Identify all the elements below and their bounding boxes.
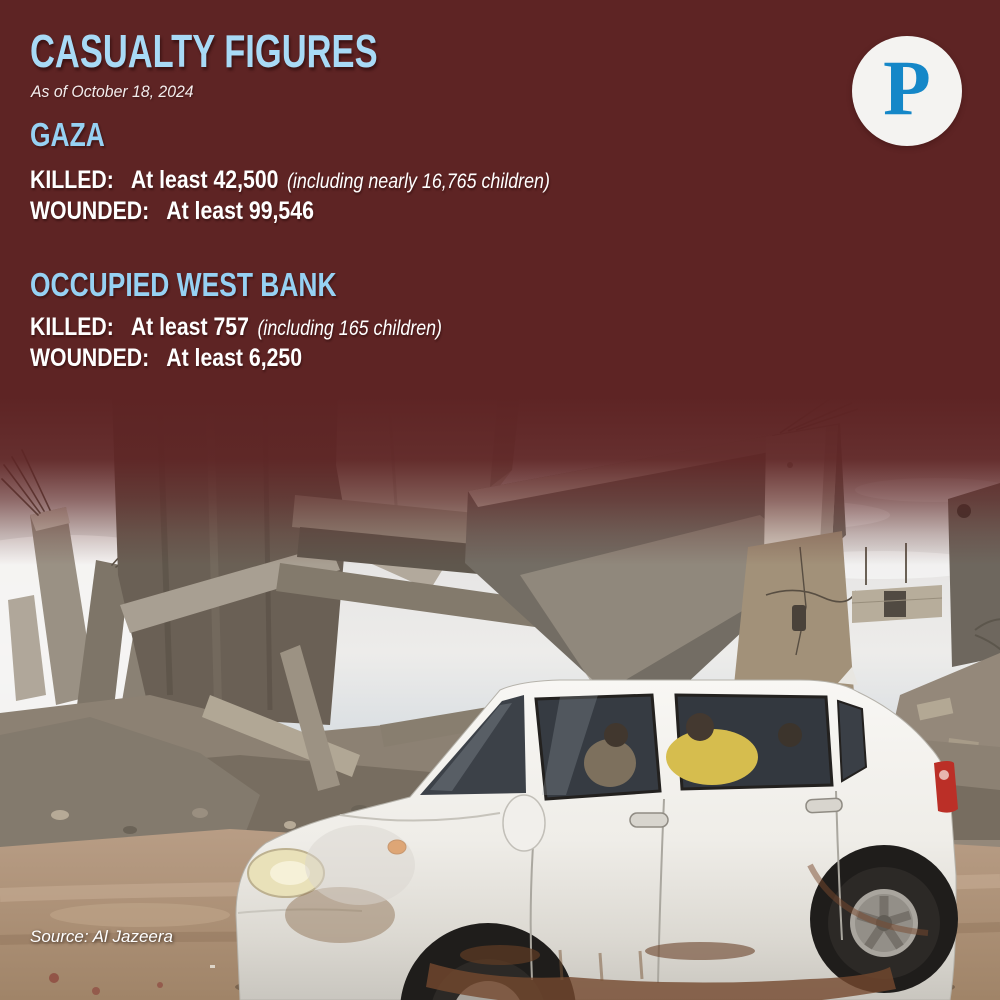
header-panel — [0, 0, 1000, 395]
stat-value: At least 99,546 — [166, 197, 314, 225]
stat-label: WOUNDED: — [30, 344, 150, 372]
page-title: CASUALTY FIGURES — [30, 25, 378, 77]
peninsula-logo — [852, 36, 962, 146]
section-heading-west-bank: OCCUPIED WEST BANK — [30, 266, 337, 303]
stat-value: At least 757 — [130, 313, 249, 341]
gaza-stats — [30, 165, 642, 227]
stat-label: WOUNDED: — [30, 197, 150, 225]
stat-value: At least 42,500 — [130, 166, 279, 194]
side-mirror — [503, 795, 545, 851]
photo-destroyed-buildings — [0, 395, 1000, 1000]
stat-label: KILLED: — [30, 313, 114, 341]
date-note: As of October 18, 2024 — [31, 82, 194, 101]
stat-label: KILLED: — [30, 166, 114, 194]
section-heading-gaza: GAZA — [30, 116, 105, 153]
gaza-killed-row — [30, 165, 642, 196]
maroon-fade-overlay — [0, 395, 1000, 565]
gaza-wounded-row — [30, 196, 642, 227]
stat-note: (including nearly 16,765 children) — [286, 170, 550, 193]
source-credit: Source: Al Jazeera — [30, 927, 173, 946]
logo-p-icon: P — [883, 44, 931, 131]
stat-value: At least 6,250 — [166, 344, 303, 372]
rubble-scene — [0, 395, 1000, 1000]
stat-note: (including 165 children) — [257, 317, 443, 340]
door-handle-front — [630, 813, 668, 827]
west-bank-stats — [30, 312, 515, 374]
door-handle-rear — [806, 798, 843, 813]
tail-light — [934, 761, 958, 813]
west-bank-killed-row — [30, 312, 515, 343]
headlight-glow — [270, 861, 310, 885]
west-bank-wounded-row — [30, 343, 515, 374]
